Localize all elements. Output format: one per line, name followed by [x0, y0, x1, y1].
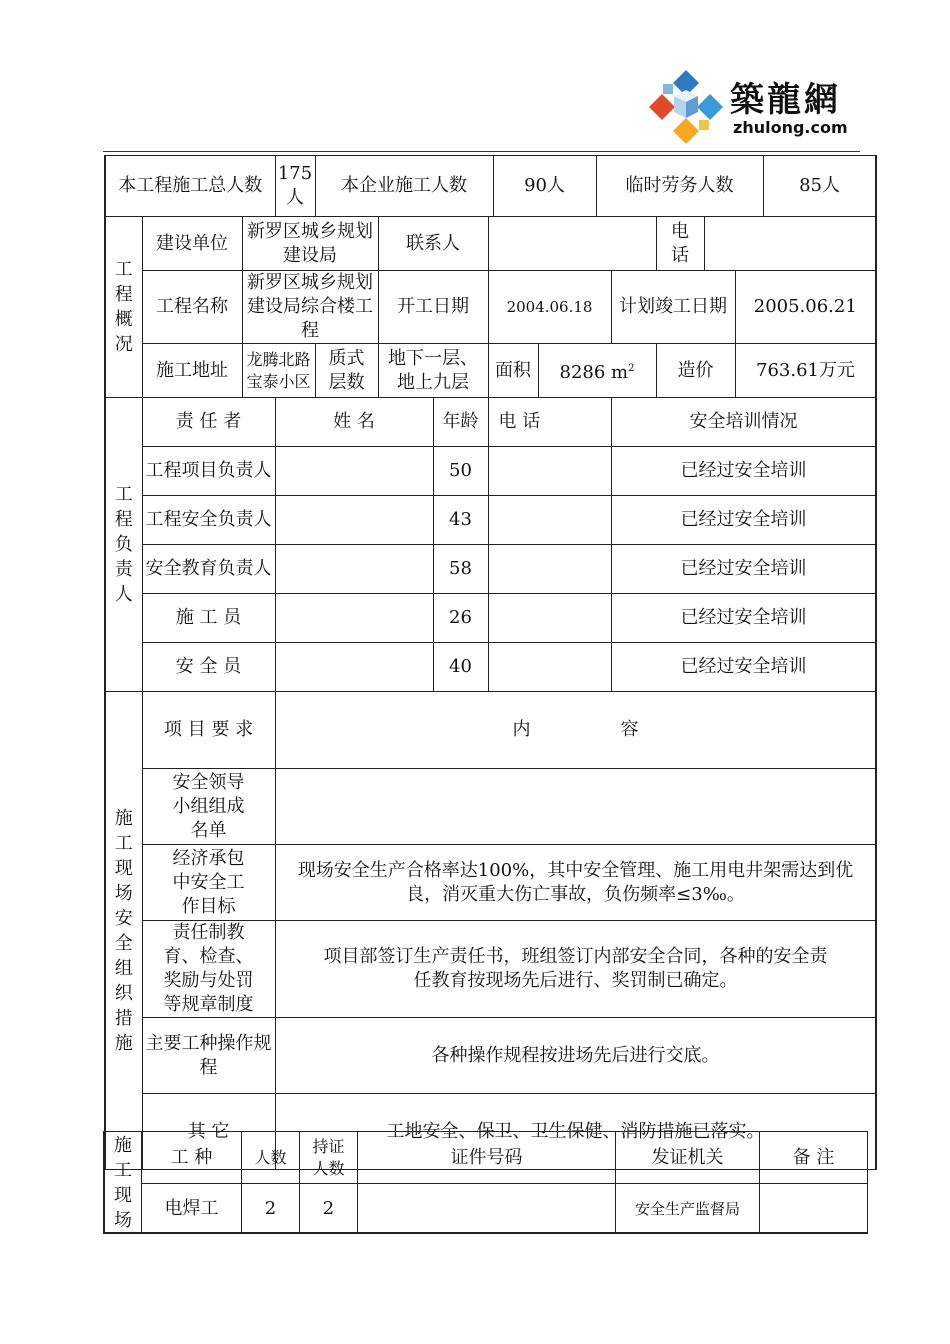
measure-content: 现场安全生产合格率达100%，其中安全管理、施工用电井架需达到优良，消灭重大伤亡事故，负伤频率≤3‰。	[275, 845, 876, 921]
measure-item: 主要工种操作规程	[142, 1018, 275, 1094]
measure-item: 经济承包中安全工作目标	[142, 845, 275, 921]
responsible-training: 已经过安全培训	[611, 447, 876, 496]
responsible-header-row	[105, 398, 876, 447]
measure-content	[275, 769, 876, 845]
measure-content: 工地安全、保卫、卫生保健、消防措施已落实。	[275, 1094, 876, 1170]
responsible-age: 58	[433, 545, 488, 594]
end-value: 2005.06.21	[735, 271, 876, 344]
workers-header-cert-no: 证件号码	[358, 1132, 616, 1184]
area-superscript: 2	[628, 362, 635, 374]
project-label: 工程名称	[142, 271, 242, 344]
measures-header-content: 内 容	[275, 692, 876, 769]
worker-issuer: 安全生产监督局	[616, 1184, 760, 1234]
workers-header-type: 工 种	[142, 1132, 242, 1184]
table-left-rule	[103, 1131, 105, 1234]
area-cell	[538, 344, 656, 398]
responsible-header-name: 姓 名	[275, 398, 433, 447]
measure-content: 各种操作规程按进场先后进行交底。	[275, 1018, 876, 1094]
responsible-training: 已经过安全培训	[611, 643, 876, 692]
responsible-phone	[488, 643, 611, 692]
workers-header-row	[105, 1132, 868, 1184]
table-row	[105, 496, 876, 545]
area-label: 面积	[488, 344, 538, 398]
responsible-training: 已经过安全培训	[611, 594, 876, 643]
total-value: 175人	[275, 156, 315, 217]
overview-section-label: 工程概况	[105, 217, 142, 398]
end-label: 计划竣工日期	[611, 271, 735, 344]
cost-value: 763.61万元	[735, 344, 876, 398]
worker-certified: 2	[300, 1184, 358, 1234]
responsible-phone	[488, 545, 611, 594]
responsible-name	[275, 643, 433, 692]
workers-header-note: 备 注	[760, 1132, 868, 1184]
workers-section-label: 施工现场	[105, 1132, 142, 1234]
responsible-section-label: 工程负责人	[105, 398, 142, 692]
measure-item: 其 它	[142, 1094, 275, 1170]
responsible-role: 安全教育负责人	[142, 545, 275, 594]
responsible-age: 26	[433, 594, 488, 643]
builder-label: 建设单位	[142, 217, 242, 271]
table-row	[105, 921, 876, 1018]
responsible-training: 已经过安全培训	[611, 545, 876, 594]
responsible-age: 50	[433, 447, 488, 496]
project-value: 新罗区城乡规划建设局综合楼工程	[242, 271, 378, 344]
measure-item: 责任制教育、检查、奖励与处罚等规章制度	[142, 921, 275, 1018]
floors-value: 地下一层、地上九层	[378, 344, 488, 398]
responsible-role: 安 全 员	[142, 643, 275, 692]
contact-label: 联系人	[378, 217, 488, 271]
temp-value: 85人	[763, 156, 876, 217]
responsible-training: 已经过安全培训	[611, 496, 876, 545]
responsible-phone	[488, 594, 611, 643]
start-value: 2004.06.18	[488, 271, 611, 344]
table-bottom-rule	[104, 1232, 867, 1234]
address-row	[105, 344, 876, 398]
measure-content: 项目部签订生产责任书，班组签订内部安全合同，各种的安全责任教育按现场先后进行、奖罚制已确定。	[275, 921, 876, 1018]
builder-row	[105, 217, 876, 271]
workers-table	[104, 1131, 868, 1234]
responsible-phone	[488, 496, 611, 545]
logo-chinese-text: 築龍網	[730, 80, 841, 120]
area-value: 8286 m	[559, 361, 629, 383]
responsible-age: 43	[433, 496, 488, 545]
logo-cube-icon	[645, 66, 727, 148]
contact-value	[488, 217, 656, 271]
workers-header-count: 人数	[242, 1132, 300, 1184]
responsible-name	[275, 545, 433, 594]
measures-header-item: 项 目 要 求	[142, 692, 275, 769]
table-row	[105, 545, 876, 594]
workers-header-issuer: 发证机关	[616, 1132, 760, 1184]
table-row	[105, 769, 876, 845]
temp-label: 临时劳务人数	[596, 156, 763, 217]
table-row	[105, 447, 876, 496]
floors-label: 质式层数	[315, 344, 378, 398]
start-label: 开工日期	[378, 271, 488, 344]
table-row	[105, 643, 876, 692]
responsible-name	[275, 594, 433, 643]
responsible-role: 工程项目负责人	[142, 447, 275, 496]
table-row	[105, 1184, 868, 1234]
address-value: 龙腾北路宝泰小区	[242, 344, 315, 398]
table-row	[105, 845, 876, 921]
responsible-header-training: 安全培训情况	[611, 398, 876, 447]
responsible-header-age: 年龄	[433, 398, 488, 447]
workers-header-certified: 持证人数	[300, 1132, 358, 1184]
responsible-name	[275, 447, 433, 496]
header-rule	[103, 151, 860, 152]
responsible-phone	[488, 447, 611, 496]
phone-label: 电话	[656, 217, 704, 271]
table-row	[105, 594, 876, 643]
worker-note	[760, 1184, 868, 1234]
summary-row	[105, 156, 876, 217]
responsible-role: 工程安全负责人	[142, 496, 275, 545]
responsible-name	[275, 496, 433, 545]
responsible-role: 施 工 员	[142, 594, 275, 643]
builder-value: 新罗区城乡规划建设局	[242, 217, 378, 271]
worker-count: 2	[242, 1184, 300, 1234]
enterprise-label: 本企业施工人数	[315, 156, 493, 217]
cost-label: 造价	[656, 344, 735, 398]
table-row	[105, 1018, 876, 1094]
responsible-header-role: 责 任 者	[142, 398, 275, 447]
responsible-header-phone: 电 话	[488, 398, 611, 447]
phone-value	[704, 217, 876, 271]
zhulong-logo	[645, 66, 860, 148]
enterprise-value: 90人	[493, 156, 596, 217]
measure-item: 安全领导小组组成名单	[142, 769, 275, 845]
address-label: 施工地址	[142, 344, 242, 398]
logo-english-text: zhulong.com	[733, 118, 848, 137]
measures-section-label: 施工现场安全组织措施	[105, 692, 142, 1170]
main-table	[104, 155, 877, 1170]
worker-cert-no	[358, 1184, 616, 1234]
measures-header-row	[105, 692, 876, 769]
project-row	[105, 271, 876, 344]
responsible-age: 40	[433, 643, 488, 692]
worker-type: 电焊工	[142, 1184, 242, 1234]
total-label: 本工程施工总人数	[105, 156, 275, 217]
